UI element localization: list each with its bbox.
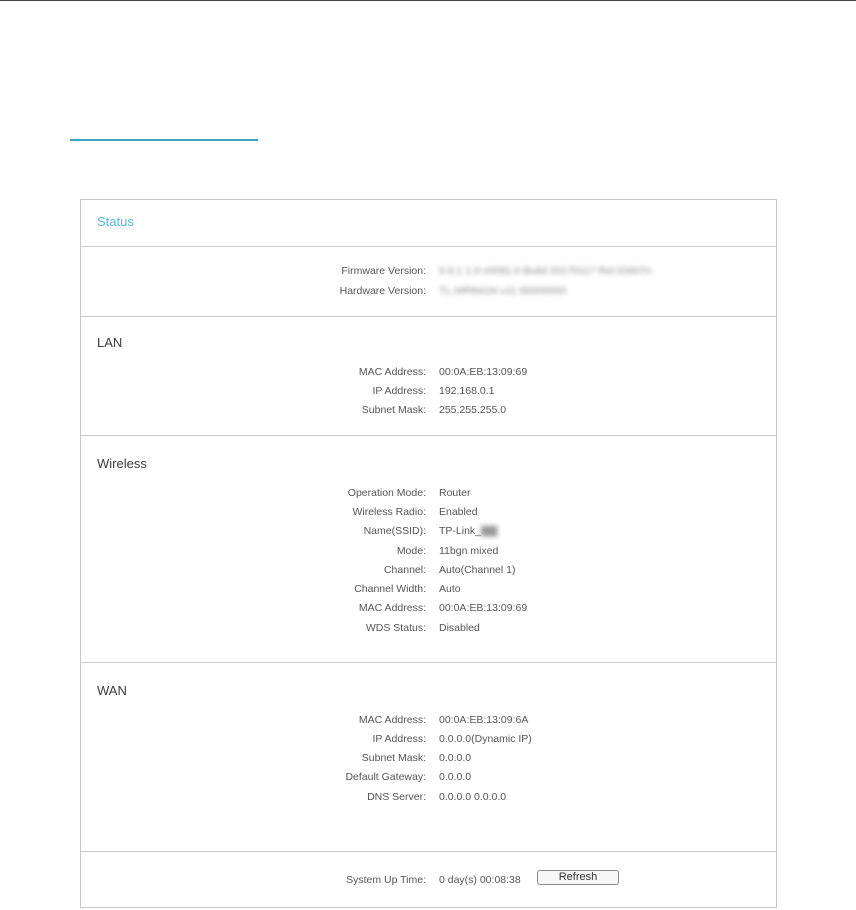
uptime-value: 0 day(s) 00:08:38: [439, 874, 521, 886]
wan-subnet-value: 0.0.0.0: [439, 752, 472, 764]
wireless-mac-value: 00:0A:EB:13:09:69: [439, 602, 528, 614]
wan-dns-label: DNS Server:: [367, 791, 426, 803]
operation-mode-value: Router: [439, 487, 471, 499]
channel-width-value: Auto: [439, 583, 461, 595]
wireless-radio-value: Enabled: [439, 506, 478, 518]
wireless-radio-row: [81, 503, 776, 522]
uptime-label: System Up Time:: [346, 874, 426, 886]
wds-value: Disabled: [439, 622, 480, 634]
lan-mac-label: MAC Address:: [358, 366, 426, 378]
wds-row: [81, 619, 776, 638]
hardware-value: TL-WR841N v11 00000000: [439, 285, 567, 297]
mode-label: Mode:: [396, 545, 426, 557]
wireless-mode-row: [81, 484, 776, 503]
lan-ip-value: 192.168.0.1: [439, 385, 495, 397]
wan-mac-label: MAC Address:: [358, 714, 426, 726]
status-panel: [80, 199, 777, 908]
wan-ip-value: 0.0.0.0(Dynamic IP): [439, 733, 532, 745]
channel-width-label: Channel Width:: [354, 583, 426, 595]
wireless-radio-label: Wireless Radio:: [352, 506, 426, 518]
divider: [81, 246, 776, 247]
ssid-row: [81, 522, 776, 541]
wireless-title: Wireless: [97, 456, 147, 471]
wan-dns-row: [81, 788, 776, 807]
firmware-label: Firmware Version:: [341, 265, 426, 277]
hardware-row: [81, 282, 776, 301]
ssid-value: [439, 522, 497, 541]
divider: [81, 316, 776, 317]
wan-mac-row: [81, 711, 776, 730]
wan-mac-value: 00:0A:EB:13:09:6A: [439, 714, 529, 726]
channel-label: Channel:: [383, 564, 426, 576]
divider: [81, 662, 776, 663]
lan-mac-row: [81, 363, 776, 382]
wan-subnet-label: Subnet Mask:: [361, 752, 426, 764]
wireless-mac-row: [81, 599, 776, 618]
divider: [81, 435, 776, 436]
wan-ip-row: [81, 730, 776, 749]
lan-subnet-label: Subnet Mask:: [361, 404, 426, 416]
lan-subnet-row: [81, 401, 776, 420]
divider: [81, 851, 776, 852]
lan-ip-row: [81, 382, 776, 401]
operation-mode-label: Operation Mode:: [347, 487, 426, 499]
lan-mac-value: 00:0A:EB:13:09:69: [439, 366, 528, 378]
refresh-button[interactable]: Refresh: [537, 870, 619, 885]
wan-subnet-row: [81, 749, 776, 768]
uptime-row: [81, 871, 776, 890]
channel-value: Auto(Channel 1): [439, 564, 516, 576]
firmware-value: 0.9.1 1.0 v0091.0 Build 20170117 Rel.53407n: [439, 265, 652, 277]
wan-ip-label: IP Address:: [372, 733, 426, 745]
wan-title: WAN: [97, 683, 127, 698]
wds-label: WDS Status:: [365, 622, 426, 634]
lan-subnet-value: 255.255.255.0: [439, 404, 507, 416]
wan-dns-value: 0.0.0.0 0.0.0.0: [439, 791, 507, 803]
channel-width-row: [81, 580, 776, 599]
ssid-label: Name(SSID):: [363, 525, 426, 537]
ssid-prefix: TP-Link_: [439, 525, 482, 537]
wireless-mac-label: MAC Address:: [358, 602, 426, 614]
wan-gateway-label: Default Gateway:: [345, 771, 426, 783]
ssid-redacted: ▇▇: [481, 525, 498, 537]
firmware-row: [81, 262, 776, 281]
mode-row: [81, 542, 776, 561]
wan-gateway-value: 0.0.0.0: [439, 771, 472, 783]
channel-row: [81, 561, 776, 580]
lan-ip-label: IP Address:: [372, 385, 426, 397]
header-underline: [70, 139, 258, 141]
panel-title: Status: [97, 214, 134, 229]
mode-value: 11bgn mixed: [439, 545, 499, 557]
hardware-label: Hardware Version:: [339, 285, 426, 297]
lan-title: LAN: [97, 335, 123, 350]
wan-gateway-row: [81, 768, 776, 787]
top-rule: [0, 0, 856, 1]
